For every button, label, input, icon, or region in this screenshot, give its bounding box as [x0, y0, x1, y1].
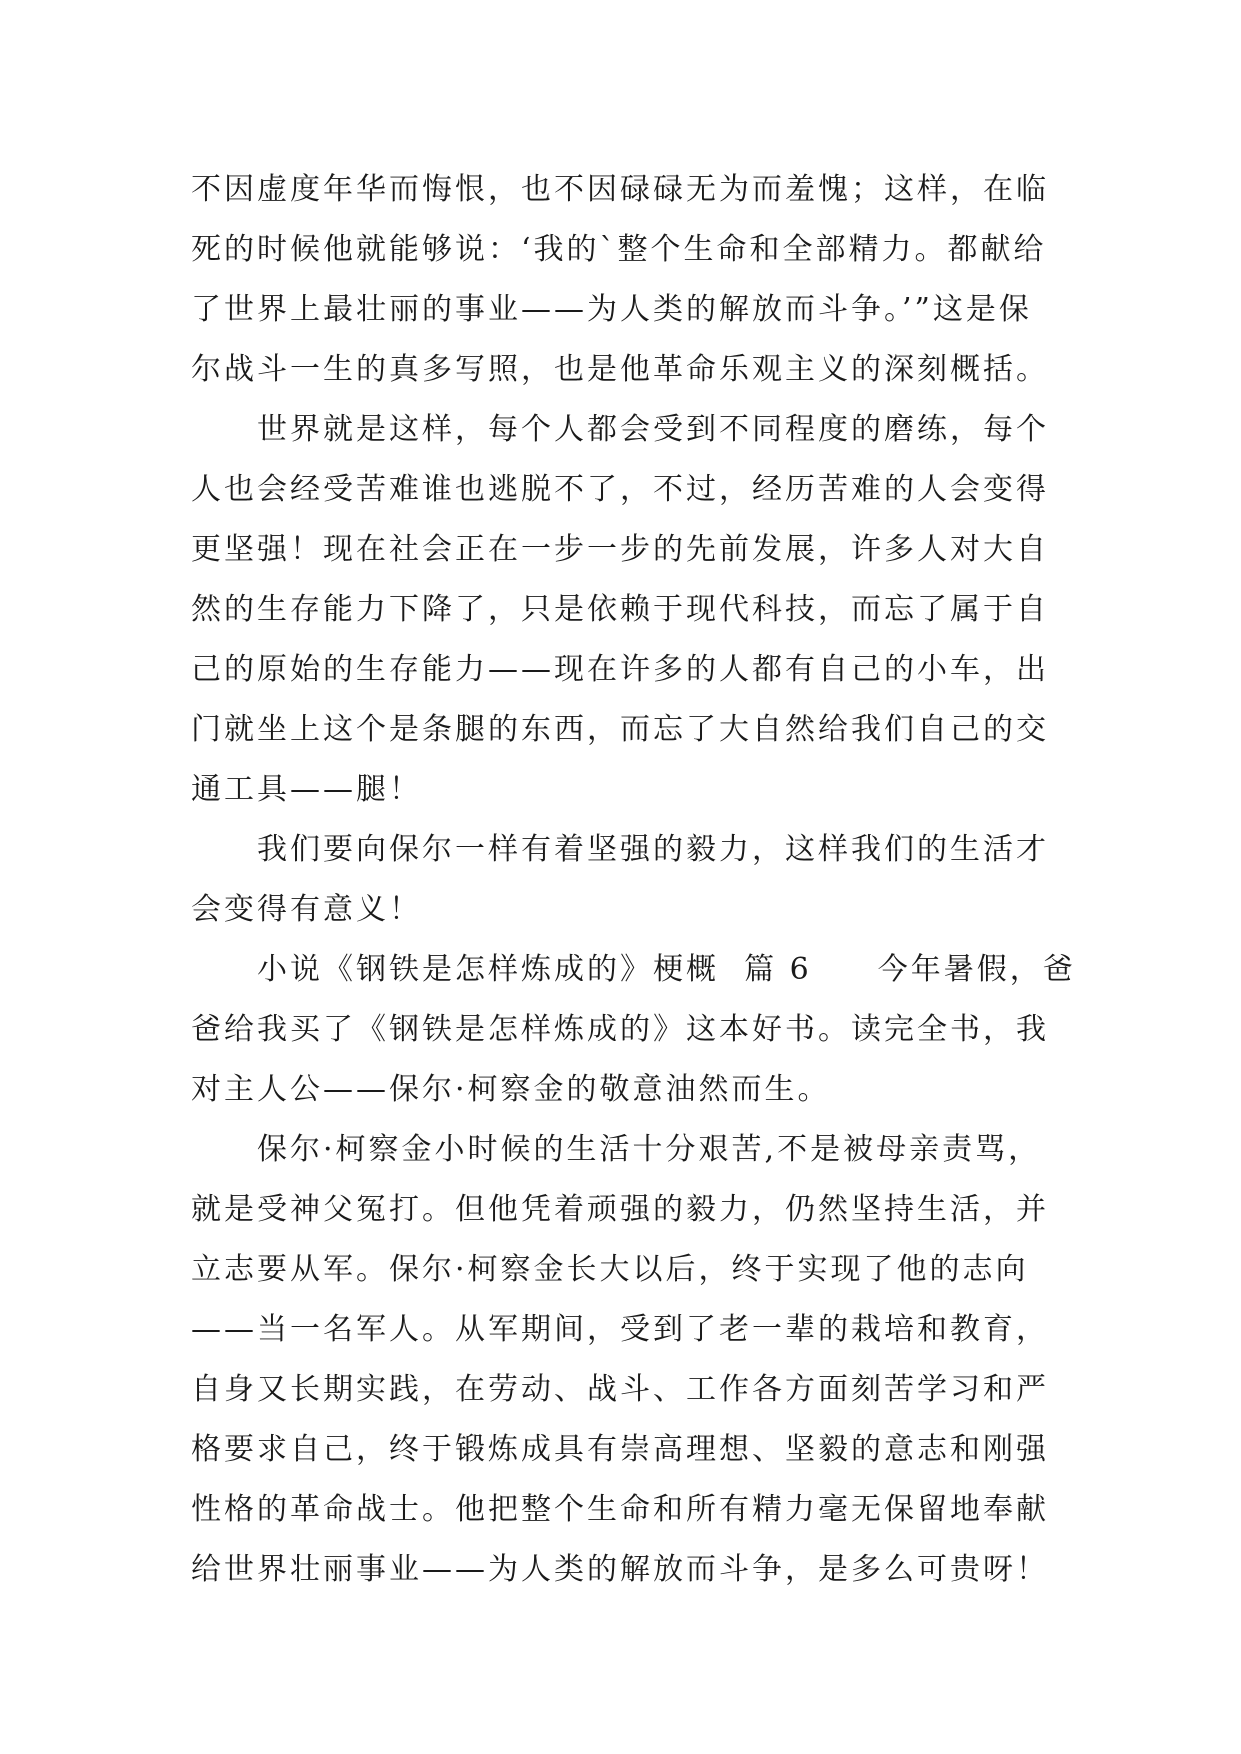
- text-line: 爸给我买了《钢铁是怎样炼成的》这本好书。读完全书，我: [191, 1012, 1049, 1047]
- text-line: 然的生存能力下降了，只是依赖于现代科技，而忘了属于自: [191, 592, 1049, 627]
- text-line: 世界就是这样，每个人都会受到不同程度的磨练，每个: [191, 412, 1049, 447]
- text-line: 立志要从军。保尔·柯察金长大以后，终于实现了他的志向: [191, 1252, 1029, 1287]
- text-line: 己的原始的生存能力——现在许多的人都有自己的小车，出: [191, 652, 1049, 687]
- text-line: 性格的革命战士。他把整个生命和所有精力毫无保留地奉献: [191, 1492, 1049, 1527]
- text-line: 我们要向保尔一样有着坚强的毅力，这样我们的生活才: [191, 832, 1049, 867]
- text-line: 尔战斗一生的真多写照，也是他革命乐观主义的深刻概括。: [191, 352, 1049, 387]
- text-line: 通工具——腿！: [191, 772, 422, 807]
- text-line: ——当一名军人。从军期间，受到了老一辈的栽培和教育，: [191, 1312, 1049, 1347]
- text-line: 就是受神父冤打。但他凭着顽强的毅力，仍然坚持生活，并: [191, 1192, 1049, 1227]
- text-line: 自身又长期实践，在劳动、战斗、工作各方面刻苦学习和严: [191, 1372, 1049, 1407]
- text-line: 小说《钢铁是怎样炼成的》梗概 篇 6 今年暑假，爸: [191, 952, 1076, 987]
- body-text: [191, 160, 1076, 1600]
- text-line: 人也会经受苦难谁也逃脱不了，不过，经历苦难的人会变得: [191, 472, 1049, 507]
- text-line: 了世界上最壮丽的事业——为人类的解放而斗争。’”这是保: [191, 292, 1032, 327]
- text-line: 死的时候他就能够说：‘我的`整个生命和全部精力。都献给: [191, 232, 1047, 267]
- text-line: 保尔·柯察金小时候的生活十分艰苦,不是被母亲责骂，: [191, 1132, 1042, 1167]
- text-line: 对主人公——保尔·柯察金的敬意油然而生。: [191, 1072, 831, 1107]
- text-line: 不因虚度年华而悔恨，也不因碌碌无为而羞愧；这样，在临: [191, 172, 1049, 207]
- text-line: 会变得有意义！: [191, 892, 422, 927]
- text-line: 更坚强！现在社会正在一步一步的先前发展，许多人对大自: [191, 532, 1049, 567]
- text-line: 格要求自己，终于锻炼成具有崇高理想、坚毅的意志和刚强: [191, 1432, 1049, 1467]
- text-line: 给世界壮丽事业——为人类的解放而斗争，是多么可贵呀！: [191, 1552, 1049, 1587]
- text-line: 门就坐上这个是条腿的东西，而忘了大自然给我们自己的交: [191, 712, 1049, 747]
